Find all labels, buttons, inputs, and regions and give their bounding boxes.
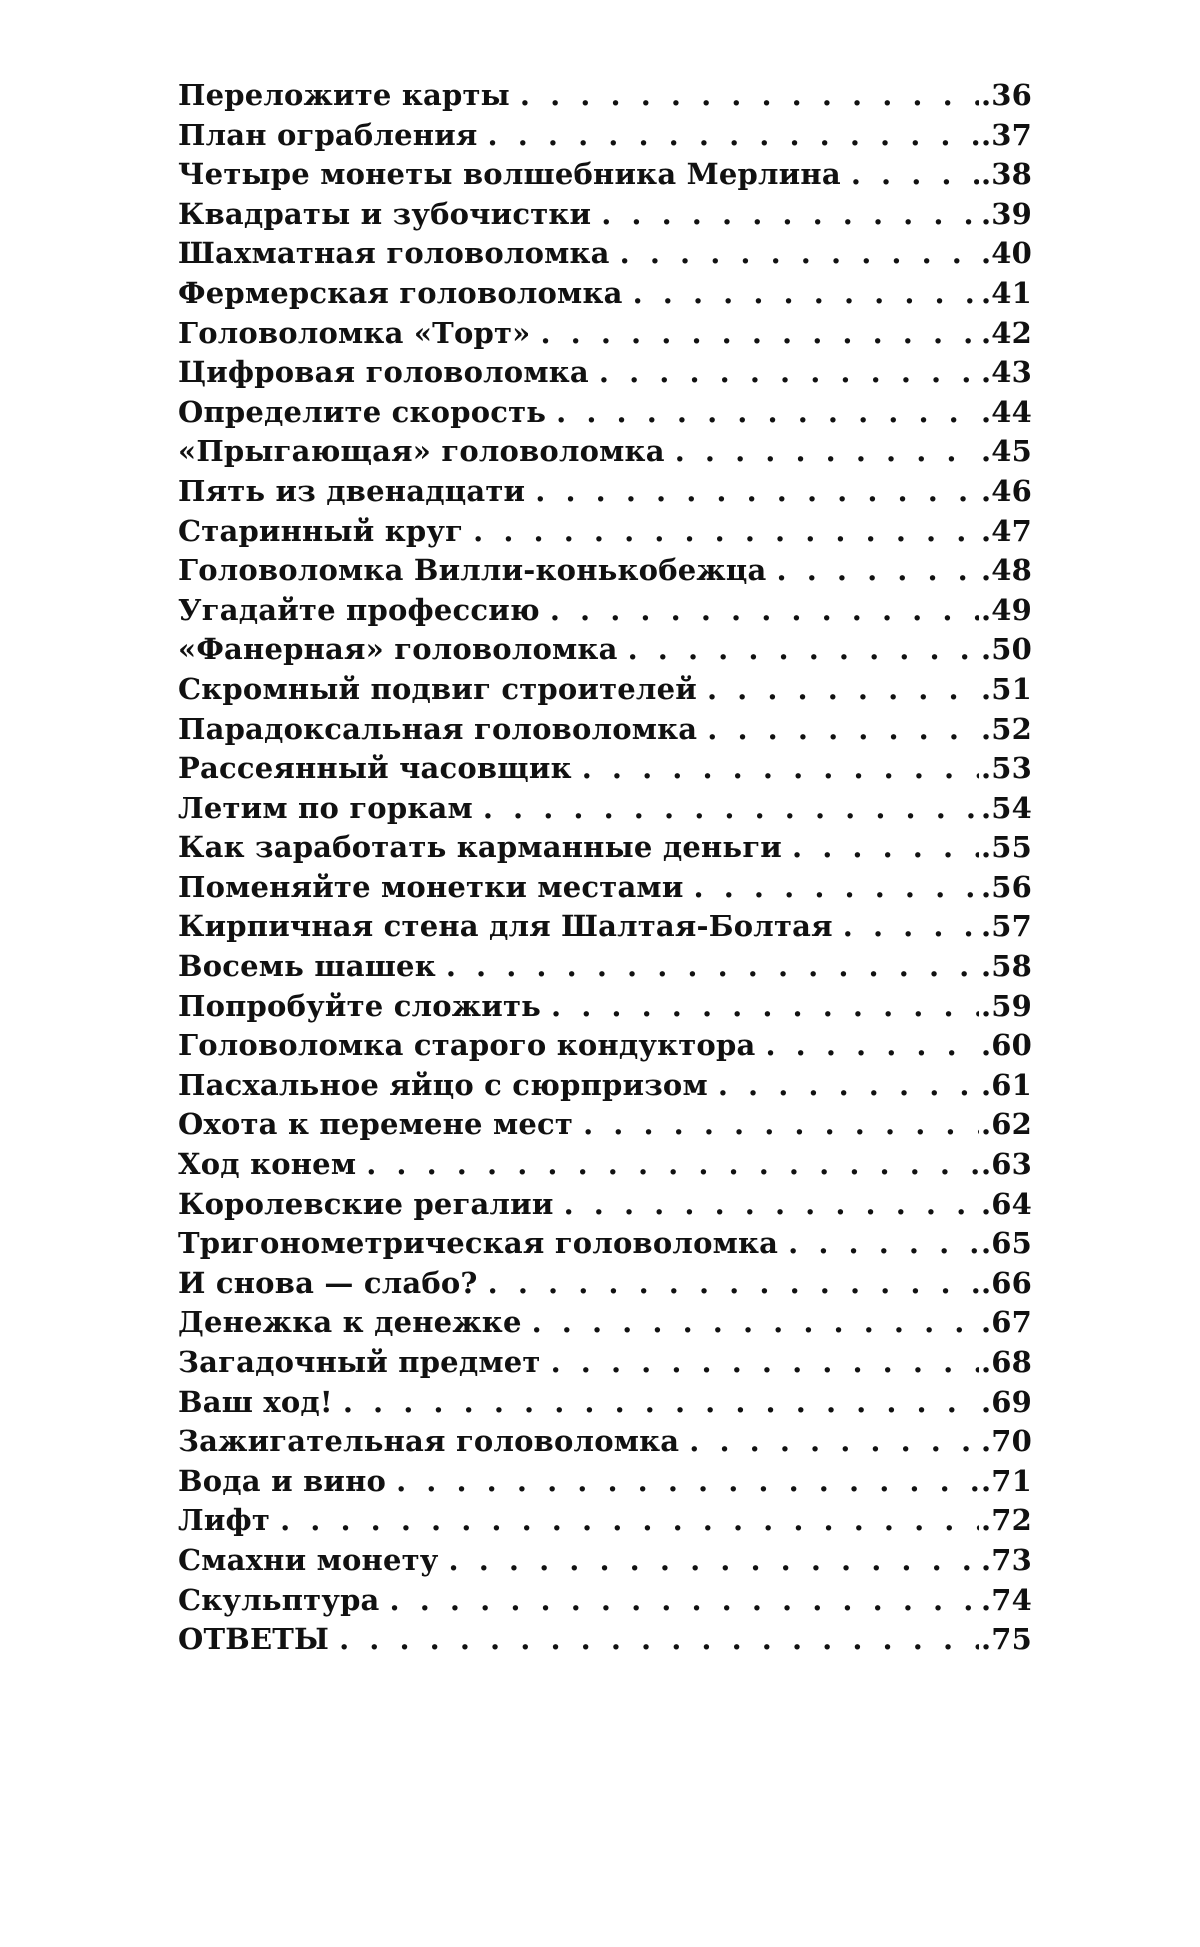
toc-entry — [178, 78, 1032, 118]
dot-leader — [532, 1305, 979, 1339]
table-of-contents — [178, 78, 1032, 1662]
dot-leader — [473, 514, 979, 548]
toc-entry-page-number: .50 — [980, 632, 1032, 667]
toc-entry-title: Охота к перемене мест — [178, 1107, 574, 1142]
toc-entry — [178, 989, 1032, 1029]
dot-leader — [339, 1622, 979, 1656]
toc-entry — [178, 1305, 1032, 1345]
toc-entry-page-number: .47 — [980, 513, 1032, 548]
toc-entry — [178, 712, 1032, 752]
toc-entry-page-number: .67 — [980, 1305, 1032, 1340]
toc-entry-page-number: .55 — [980, 830, 1032, 865]
toc-entry — [178, 1028, 1032, 1068]
toc-entry — [178, 672, 1032, 712]
toc-entry — [178, 514, 1032, 554]
toc-entry-page-number: .61 — [980, 1067, 1032, 1102]
toc-entry — [178, 1622, 1032, 1662]
dot-leader — [707, 672, 979, 706]
toc-entry-title: Старинный круг — [178, 513, 464, 548]
dot-leader — [792, 830, 979, 864]
dot-leader — [583, 1107, 979, 1141]
dot-leader — [280, 1503, 979, 1537]
dot-leader — [599, 355, 979, 389]
toc-entry-title: Головоломка Вилли-конькобежца — [178, 553, 767, 588]
toc-entry-page-number: .49 — [980, 592, 1032, 627]
toc-entry-page-number: .53 — [980, 751, 1032, 786]
dot-leader — [620, 236, 979, 270]
dot-leader — [540, 316, 978, 350]
dot-leader — [718, 1068, 979, 1102]
toc-entry-title: Головоломка «Торт» — [178, 315, 531, 350]
toc-entry-page-number: .36 — [980, 78, 1032, 112]
dot-leader — [564, 1187, 979, 1221]
toc-entry-page-number: .62 — [980, 1107, 1032, 1142]
toc-entry-title: Летим по горкам — [178, 790, 473, 825]
toc-entry — [178, 909, 1032, 949]
toc-entry-page-number: .45 — [980, 434, 1032, 469]
toc-entry — [178, 791, 1032, 831]
toc-entry-title: Четыре монеты волшебника Мерлина — [178, 157, 841, 192]
toc-entry — [178, 830, 1032, 870]
dot-leader — [707, 712, 979, 746]
toc-entry — [178, 870, 1032, 910]
dot-leader — [601, 197, 979, 231]
toc-entry — [178, 1266, 1032, 1306]
toc-entry-title: Пасхальное яйцо с сюрпризом — [178, 1067, 708, 1102]
toc-entry-title: Как заработать карманные деньги — [178, 830, 782, 865]
toc-entry-page-number: .69 — [980, 1384, 1032, 1419]
dot-leader — [843, 909, 979, 943]
toc-entry — [178, 1187, 1032, 1227]
toc-entry-page-number: .37 — [980, 117, 1032, 152]
toc-entry-title: Зажигательная головоломка — [178, 1424, 680, 1459]
toc-entry-page-number: .66 — [980, 1265, 1032, 1300]
toc-entry-page-number: .71 — [980, 1463, 1032, 1498]
toc-entry-page-number: .70 — [980, 1424, 1032, 1459]
toc-entry — [178, 395, 1032, 435]
toc-entry — [178, 1424, 1032, 1464]
toc-entry-title: И снова — слабо? — [178, 1265, 478, 1300]
toc-entry — [178, 197, 1032, 237]
toc-entry-page-number: .74 — [980, 1582, 1032, 1617]
dot-leader — [396, 1464, 979, 1498]
toc-entry-title: Загадочный предмет — [178, 1345, 541, 1379]
toc-entry — [178, 355, 1032, 395]
toc-entry — [178, 593, 1032, 633]
toc-entry-title: Парадоксальная головоломка — [178, 711, 698, 746]
dot-leader — [390, 1583, 979, 1617]
toc-entry — [178, 1345, 1032, 1385]
toc-entry — [178, 751, 1032, 791]
toc-entry-title: Королевские регалии — [178, 1186, 554, 1221]
toc-entry-page-number: .43 — [980, 355, 1032, 390]
toc-entry-title: Ваш ход! — [178, 1384, 333, 1419]
toc-entry-title: Рассеянный часовщик — [178, 751, 572, 786]
toc-entry-title: Денежка к денежке — [178, 1305, 522, 1340]
toc-entry — [178, 434, 1032, 474]
dot-leader — [550, 593, 979, 627]
dot-leader — [488, 1266, 979, 1300]
toc-entry-page-number: .51 — [980, 671, 1032, 706]
toc-entry — [178, 1503, 1032, 1543]
dot-leader — [449, 1543, 979, 1577]
toc-entry-page-number: .46 — [980, 473, 1032, 508]
dot-leader — [488, 118, 979, 152]
toc-entry-title: План ограбления — [178, 117, 478, 152]
toc-entry-title: Тригонометрическая головоломка — [178, 1226, 779, 1261]
toc-entry-page-number: .42 — [980, 315, 1032, 350]
toc-entry-page-number: .59 — [980, 988, 1032, 1023]
toc-entry — [178, 1583, 1032, 1623]
toc-entry-title: Ход конем — [178, 1147, 357, 1182]
toc-entry-page-number: .54 — [980, 790, 1032, 825]
toc-entry-title: «Прыгающая» головоломка — [178, 434, 665, 469]
toc-entry-page-number: .75 — [980, 1622, 1032, 1657]
toc-entry — [178, 1107, 1032, 1147]
toc-entry-title: ОТВЕТЫ — [178, 1622, 330, 1657]
toc-entry-title: Квадраты и зубочистки — [178, 196, 592, 231]
toc-entry-title: Смахни монету — [178, 1542, 439, 1577]
toc-entry — [178, 949, 1032, 989]
toc-entry-title: Переложите карты — [178, 78, 510, 112]
toc-entry — [178, 276, 1032, 316]
dot-leader — [520, 78, 979, 112]
toc-entry-page-number: .44 — [980, 394, 1032, 429]
toc-entry-title: Фермерская головоломка — [178, 275, 623, 310]
toc-entry — [178, 157, 1032, 197]
toc-entry-title: Шахматная головоломка — [178, 236, 610, 271]
dot-leader — [366, 1147, 979, 1181]
toc-entry — [178, 1464, 1032, 1504]
toc-entry-title: Кирпичная стена для Шалтая-Болтая — [178, 909, 833, 944]
dot-leader — [675, 434, 979, 468]
toc-entry-title: Восемь шашек — [178, 949, 436, 984]
toc-entry-title: Попробуйте сложить — [178, 988, 541, 1023]
toc-entry-page-number: .65 — [980, 1226, 1032, 1261]
dot-leader — [765, 1028, 979, 1062]
toc-entry-title: Головоломка старого кондуктора — [178, 1028, 756, 1063]
toc-entry — [178, 553, 1032, 593]
dot-leader — [777, 553, 979, 587]
toc-entry-title: Скульптура — [178, 1582, 380, 1617]
toc-entry-page-number: .41 — [980, 275, 1032, 310]
toc-entry-title: Лифт — [178, 1503, 271, 1538]
toc-entry-title: Цифровая головоломка — [178, 355, 589, 390]
toc-entry-page-number: .56 — [980, 869, 1032, 904]
toc-entry — [178, 632, 1032, 672]
dot-leader — [556, 395, 979, 429]
dot-leader — [582, 751, 979, 785]
toc-entry-title: Скромный подвиг строителей — [178, 671, 697, 706]
dot-leader — [851, 157, 979, 191]
dot-leader — [343, 1385, 979, 1419]
toc-entry — [178, 474, 1032, 514]
toc-entry-page-number: .64 — [980, 1186, 1032, 1221]
toc-entry-page-number: .38 — [980, 157, 1032, 192]
toc-entry-page-number: .52 — [980, 711, 1032, 746]
toc-entry-page-number: .48 — [980, 553, 1032, 588]
toc-entry-title: Пять из двенадцати — [178, 473, 526, 508]
toc-entry-title: Поменяйте монетки местами — [178, 869, 684, 904]
dot-leader — [628, 632, 979, 666]
toc-entry-page-number: .60 — [980, 1028, 1032, 1063]
toc-entry-page-number: .58 — [980, 949, 1032, 984]
toc-entry-page-number: .63 — [980, 1147, 1032, 1182]
toc-entry-page-number: .68 — [980, 1345, 1032, 1379]
toc-entry-page-number: .72 — [980, 1503, 1032, 1538]
toc-entry-page-number: .39 — [980, 196, 1032, 231]
toc-entry-title: Вода и вино — [178, 1463, 387, 1498]
dot-leader — [694, 870, 979, 904]
dot-leader — [483, 791, 979, 825]
toc-entry — [178, 236, 1032, 276]
dot-leader — [551, 1345, 979, 1379]
toc-entry — [178, 1543, 1032, 1583]
dot-leader — [633, 276, 979, 310]
dot-leader — [446, 949, 979, 983]
toc-entry — [178, 1068, 1032, 1108]
dot-leader — [551, 989, 979, 1023]
toc-entry — [178, 1385, 1032, 1425]
toc-entry — [178, 118, 1032, 158]
toc-entry-page-number: .73 — [980, 1542, 1032, 1577]
dot-leader — [535, 474, 979, 508]
toc-entry-title: «Фанерная» головоломка — [178, 632, 618, 667]
toc-entry — [178, 1226, 1032, 1266]
toc-entry-title: Угадайте профессию — [178, 592, 540, 627]
toc-entry — [178, 1147, 1032, 1187]
toc-entry-page-number: .57 — [980, 909, 1032, 944]
toc-entry-page-number: .40 — [980, 236, 1032, 271]
dot-leader — [689, 1424, 979, 1458]
toc-entry-title: Определите скорость — [178, 394, 547, 429]
dot-leader — [788, 1226, 979, 1260]
toc-entry — [178, 316, 1032, 356]
